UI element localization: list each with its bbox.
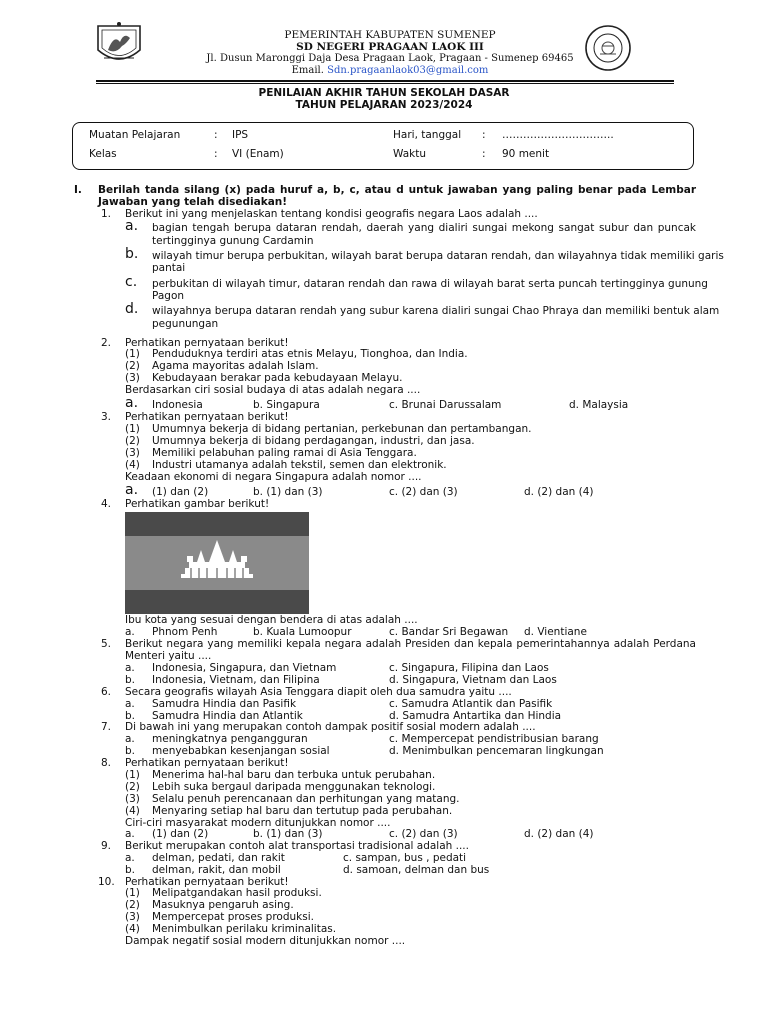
option-b: menyebabkan kesenjangan sosial bbox=[152, 745, 330, 757]
statement: Menerima hal-hal baru dan terbuka untuk perubahan. bbox=[152, 769, 436, 781]
question-number: 9. bbox=[101, 840, 112, 852]
option-b: b. (1) dan (3) bbox=[253, 486, 323, 498]
option-d: d. Samudra Antartika dan Hindia bbox=[389, 710, 562, 722]
letterhead bbox=[150, 30, 630, 76]
option-d: d. Malaysia bbox=[569, 399, 629, 411]
statement: Mempercepat proses produksi. bbox=[152, 911, 314, 923]
school-address: Jl. Dusun Maronggi Daja Desa Pragaan Laok, Pragaan - Sumenep 69465 bbox=[206, 53, 574, 64]
question-number: 5. bbox=[101, 638, 112, 650]
option-c: c. Singapura, Filipina dan Laos bbox=[389, 662, 549, 674]
option-c: c. Samudra Atlantik dan Pasifik bbox=[389, 698, 553, 710]
question-text: Di bawah ini yang merupakan contoh dampak positif sosial modern adalah .... bbox=[125, 721, 536, 733]
date-value: ………………………….. bbox=[502, 129, 614, 141]
option-a: (1) dan (2) bbox=[152, 828, 209, 840]
section-number: I. bbox=[74, 184, 82, 196]
header-divider-thick bbox=[96, 80, 674, 82]
option-c: c. (2) dan (3) bbox=[389, 486, 458, 498]
option-a: Indonesia bbox=[152, 399, 203, 411]
question-number: 6. bbox=[101, 686, 112, 698]
option-a: Samudra Hindia dan Pasifik bbox=[152, 698, 297, 710]
option-a: (1) dan (2) bbox=[152, 486, 209, 498]
option-c: c. Brunai Darussalam bbox=[389, 399, 502, 411]
option-c: c. Mempercepat pendistribusian barang bbox=[389, 733, 599, 745]
government-name: PEMERINTAH KABUPATEN SUMENEP bbox=[284, 29, 496, 41]
option-b: b. (1) dan (3) bbox=[253, 828, 323, 840]
option-c: c. sampan, bus , pedati bbox=[343, 852, 467, 864]
option-b: wilayah timur berupa perbukitan, wilayah barat berupa dataran rendah, dan wilayahnya tidak memiliki garis bbox=[152, 250, 724, 262]
option-b: Indonesia, Vietnam, dan Filipina bbox=[152, 674, 320, 686]
statement: Umumnya bekerja di bidang perdagangan, industri, dan jasa. bbox=[152, 435, 475, 447]
class-value: VI (Enam) bbox=[232, 148, 284, 160]
exam-info-box: Muatan Pelajaran : IPS Hari, tanggal : ………………………….. Kelas : VI (Enam) Waktu : 90 menit bbox=[72, 122, 694, 170]
statement: Agama mayoritas adalah Islam. bbox=[152, 360, 319, 372]
option-b: delman, rakit, dan mobil bbox=[152, 864, 281, 876]
question-text: Dampak negatif sosial modern ditunjukkan nomor .... bbox=[125, 935, 406, 947]
subject-label: Muatan Pelajaran bbox=[89, 129, 181, 141]
option-b: Samudra Hindia dan Atlantik bbox=[152, 710, 303, 722]
school-email: Sdn.pragaanlaok03@gmail.com bbox=[327, 64, 489, 76]
question-number: 4. bbox=[101, 498, 112, 510]
regency-emblem-logo bbox=[94, 20, 144, 68]
option-a: Phnom Penh bbox=[152, 626, 218, 638]
question-text: Ibu kota yang sesuai dengan bendera di atas adalah .... bbox=[125, 614, 418, 626]
statement: Selalu penuh perencanaan dan perhitungan yang matang. bbox=[152, 793, 460, 805]
school-name: SD NEGERI PRAGAAN LAOK III bbox=[296, 40, 484, 53]
date-label: Hari, tanggal bbox=[393, 129, 462, 141]
question-text: Berikut ini yang menjelaskan tentang kondisi geografis negara Laos adalah .... bbox=[125, 208, 538, 220]
option-c: perbukitan di wilayah timur, dataran rendah dan rawa di wilayah barat serta puncah tertingginya gunung bbox=[152, 278, 708, 290]
statement: Melipatgandakan hasil produksi. bbox=[152, 887, 322, 899]
email-label: Email. bbox=[291, 64, 324, 76]
statement: Penduduknya terdiri atas etnis Melayu, Tionghoa, dan India. bbox=[152, 348, 468, 360]
question-number: 1. bbox=[101, 208, 112, 220]
section-instruction: Berilah tanda silang (x) pada huruf a, b, c, atau d untuk jawaban yang paling benar pada Lembar bbox=[98, 184, 696, 196]
option-d: wilayahnya berupa dataran rendah yang subur karena dialiri sungai Chao Phraya dan memiliki bentuk alam bbox=[152, 305, 720, 317]
question-text: Berikut merupakan contoh alat transportasi tradisional adalah .... bbox=[125, 840, 469, 852]
exam-title: PENILAIAN AKHIR TAHUN SEKOLAH DASAR bbox=[258, 87, 510, 99]
option-d: d. Singapura, Vietnam dan Laos bbox=[389, 674, 557, 686]
option-a: Indonesia, Singapura, dan Vietnam bbox=[152, 662, 337, 674]
option-a: meningkatnya pengangguran bbox=[152, 733, 308, 745]
question-number: 2. bbox=[101, 337, 112, 349]
option-d: d. samoan, delman dan bus bbox=[343, 864, 490, 876]
question-number: 10. bbox=[98, 876, 115, 888]
option-d: d. (2) dan (4) bbox=[524, 828, 594, 840]
option-b: b. Singapura bbox=[253, 399, 320, 411]
question-text: Ciri-ciri masyarakat modern ditunjukkan nomor .... bbox=[125, 817, 391, 829]
question-text: Berdasarkan ciri sosial budaya di atas adalah negara .... bbox=[125, 384, 421, 396]
question-number: 7. bbox=[101, 721, 112, 733]
temple-detail-lines bbox=[191, 568, 243, 578]
school-email-line bbox=[150, 65, 630, 77]
option-b: b. Kuala Lumoopur bbox=[253, 626, 352, 638]
time-label: Waktu bbox=[393, 148, 426, 160]
academic-year: TAHUN PELAJARAN 2023/2024 bbox=[295, 99, 473, 111]
time-value: 90 menit bbox=[502, 148, 550, 160]
option-c: c. Bandar Sri Begawan bbox=[389, 626, 509, 638]
option-c: c. (2) dan (3) bbox=[389, 828, 458, 840]
statement: Umumnya bekerja di bidang pertanian, perkebunan dan pertambangan. bbox=[152, 423, 532, 435]
option-a: bagian tengah berupa dataran rendah, daerah yang dialiri sungai mekong sangat subur dan puncak bbox=[152, 222, 696, 234]
header-divider-thin bbox=[96, 83, 674, 84]
statement: Memiliki pelabuhan paling ramai di Asia Tenggara. bbox=[152, 447, 417, 459]
statement: Industri utamanya adalah tekstil, semen dan elektronik. bbox=[152, 459, 447, 471]
question-number: 8. bbox=[101, 757, 112, 769]
option-d: d. Vientiane bbox=[524, 626, 587, 638]
question-text: Keadaan ekonomi di negara Singapura adalah nomor .... bbox=[125, 471, 422, 483]
option-d: d. Menimbulkan pencemaran lingkungan bbox=[389, 745, 604, 757]
question-number: 3. bbox=[101, 411, 112, 423]
option-a: delman, pedati, dan rakit bbox=[152, 852, 285, 864]
class-label: Kelas bbox=[89, 148, 117, 160]
statement: Lebih suka bergaul daripada menggunakan teknologi. bbox=[152, 781, 436, 793]
question-text: Berikut negara yang memiliki kepala negara adalah Presiden dan kepala pemerintahannya adalah Perdana bbox=[125, 638, 696, 650]
section-instruction-cont: Jawaban yang telah disediakan! bbox=[98, 196, 288, 208]
statement: Menimbulkan perilaku kriminalitas. bbox=[152, 923, 337, 935]
subject-value: IPS bbox=[232, 129, 249, 141]
question-text: Secara geografis wilayah Asia Tenggara diapit oleh dua samudra yaitu .... bbox=[125, 686, 512, 698]
statement: Menyaring setiap hal baru dan tertutup pada perubahan. bbox=[152, 805, 453, 817]
cambodia-flag-image bbox=[125, 512, 309, 614]
option-d: d. (2) dan (4) bbox=[524, 486, 594, 498]
statement: Kebudayaan berakar pada kebudayaan Melayu. bbox=[152, 372, 403, 384]
statement: Masuknya pengaruh asing. bbox=[152, 899, 294, 911]
